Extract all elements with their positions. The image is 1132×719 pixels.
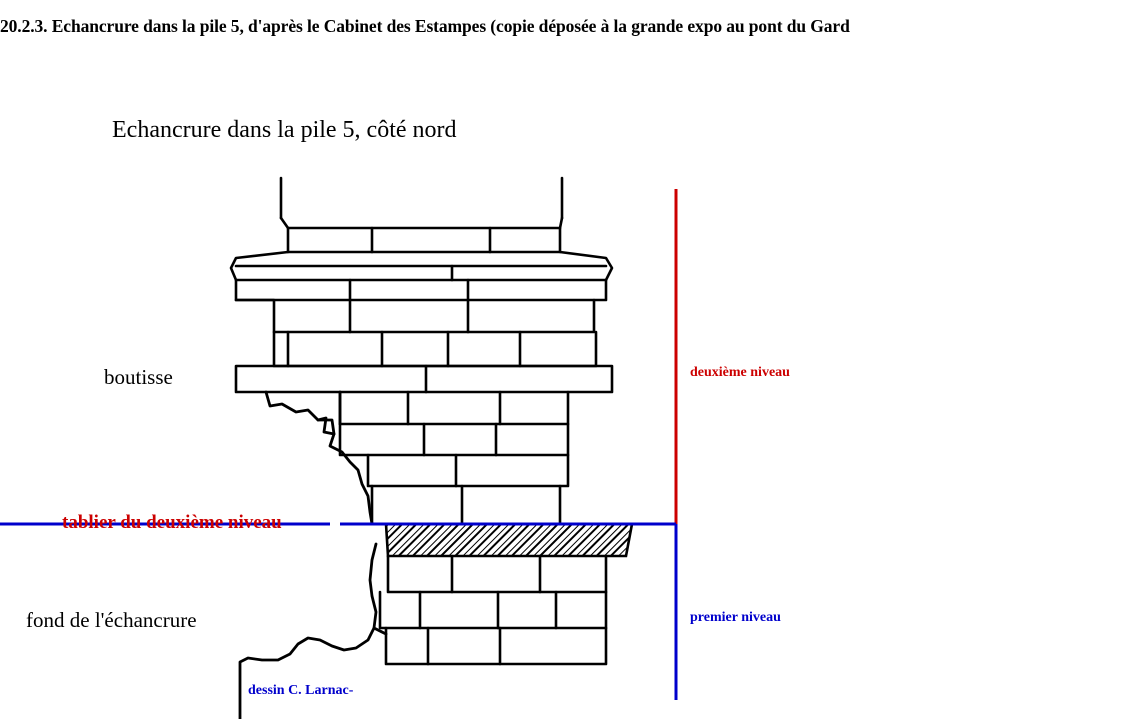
stone-courses-upper bbox=[231, 178, 612, 392]
broken-edge-profile bbox=[240, 392, 386, 719]
label-deuxieme-niveau: deuxième niveau bbox=[690, 365, 790, 380]
label-premier-niveau: premier niveau bbox=[690, 610, 781, 625]
label-boutisse: boutisse bbox=[104, 365, 173, 389]
stone-courses-middle bbox=[340, 392, 568, 524]
label-fond-echancrure: fond de l'échancrure bbox=[26, 608, 197, 632]
page-caption: 20.2.3. Echancrure dans la pile 5, d'après le Cabinet des Estampes (copie déposée à la grande expo au pont du Gard bbox=[0, 16, 850, 36]
stone-courses-lower bbox=[380, 556, 606, 664]
hatched-slab bbox=[386, 524, 632, 556]
label-signature: dessin C. Larnac- bbox=[248, 683, 354, 698]
figure-title: Echancrure dans la pile 5, côté nord bbox=[112, 117, 457, 143]
label-tablier-deuxieme-niveau: tablier du deuxième niveau bbox=[62, 512, 282, 533]
